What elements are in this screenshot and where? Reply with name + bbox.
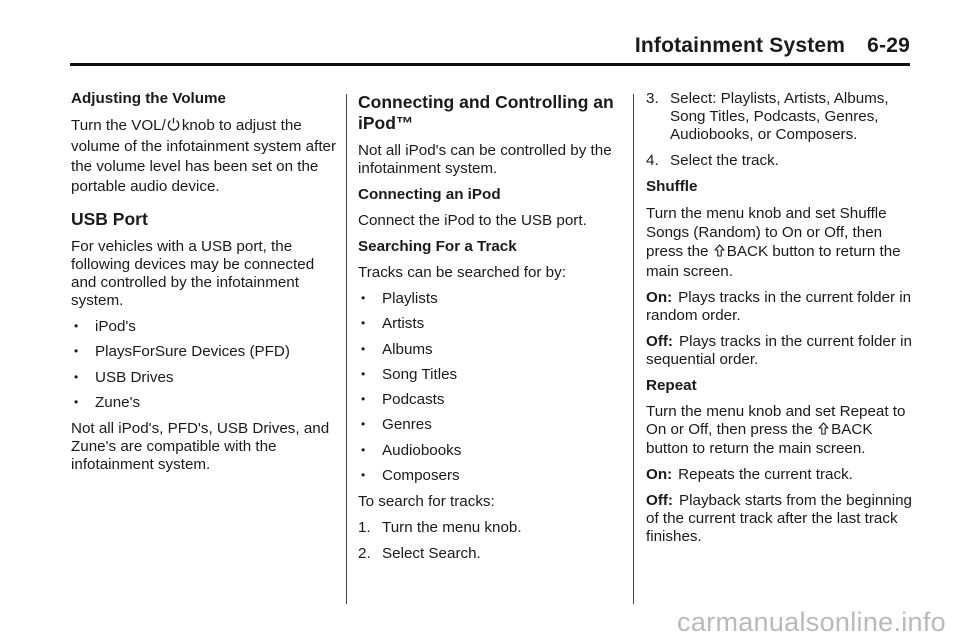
ipod-section-heading: Connecting and Controlling an iPod™ bbox=[358, 92, 614, 133]
page-number: 6-29 bbox=[867, 34, 910, 57]
shuffle-on-definition: On: Plays tracks in the current folder in random order. bbox=[646, 289, 912, 324]
list-item: • Albums bbox=[361, 340, 433, 358]
header-rule bbox=[70, 63, 910, 66]
search-steps-continued bbox=[646, 90, 912, 170]
list-item: • Playlists bbox=[361, 290, 438, 307]
column-2 bbox=[358, 90, 624, 571]
list-item: • Composers bbox=[361, 467, 460, 485]
list-item: 1. Turn the menu knob. bbox=[358, 519, 522, 537]
list-item: • Zune's bbox=[74, 393, 141, 411]
repeat-on-definition: On: Repeats the current track. bbox=[646, 466, 853, 483]
compatibility-note: Not all iPod's, PFD's, USB Drives, and Zune's are compatible with the infotainment system. bbox=[71, 419, 330, 473]
device-list bbox=[71, 318, 337, 412]
ipod-intro-text: Not all iPod's can be controlled by the infotainment system. bbox=[358, 142, 612, 177]
list-item: • PlaysForSure Devices (PFD) bbox=[74, 343, 290, 361]
list-item: • Artists bbox=[361, 315, 425, 333]
list-item: 4. Select the track. bbox=[646, 152, 779, 169]
shuffle-heading: Shuffle bbox=[646, 178, 698, 195]
column-1 bbox=[71, 90, 337, 482]
list-item: • Podcasts bbox=[361, 391, 445, 409]
repeat-text: Turn the menu knob and set Repeat to On or Off, then press the BACK button to return the main screen. bbox=[646, 403, 906, 457]
list-item: • Audiobooks bbox=[361, 441, 462, 459]
list-item: 2. Select Search. bbox=[358, 545, 481, 563]
page-header bbox=[70, 34, 910, 58]
connecting-heading: Connecting an iPod bbox=[358, 186, 501, 203]
list-item: 3. Select: Playlists, Artists, Albums, Song Titles, Podcasts, Genres, Audiobooks, or Composers. bbox=[646, 90, 889, 143]
section-title: Infotainment System bbox=[634, 34, 846, 57]
usb-intro-text: For vehicles with a USB port, the following devices may be connected and controlled by the infotainment system. bbox=[71, 238, 315, 309]
column-divider-1 bbox=[346, 94, 347, 604]
column-3 bbox=[646, 90, 912, 554]
shuffle-off-definition: Off: Plays tracks in the current folder in sequential order. bbox=[646, 333, 912, 368]
adjust-volume-text: Turn the VOL/ knob to adjust the volume of the infotainment system after the volume level has been set on the portable audio device. bbox=[71, 117, 337, 195]
list-item: • iPod's bbox=[74, 318, 136, 335]
power-knob-icon bbox=[167, 117, 180, 137]
search-steps-list bbox=[358, 519, 624, 563]
usb-port-heading: USB Port bbox=[71, 209, 148, 229]
site-watermark: carmanualsonline.info bbox=[677, 607, 946, 637]
searching-heading: Searching For a Track bbox=[358, 238, 517, 255]
repeat-off-definition: Off: Playback starts from the beginning of the current track after the last track finishes. bbox=[646, 492, 912, 545]
shuffle-text: Turn the menu knob and set Shuffle Songs (Random) to On or Off, then press the BACK button to return the main screen. bbox=[646, 205, 901, 280]
back-arrow-icon bbox=[714, 243, 725, 262]
repeat-heading: Repeat bbox=[646, 377, 697, 394]
searching-intro: Tracks can be searched for by: bbox=[358, 264, 566, 281]
list-item: • USB Drives bbox=[74, 368, 174, 386]
list-item: • Song Titles bbox=[361, 365, 458, 383]
back-arrow-icon bbox=[818, 422, 829, 440]
search-category-list bbox=[358, 290, 624, 485]
adjust-volume-heading: Adjusting the Volume bbox=[71, 90, 226, 107]
to-search-text: To search for tracks: bbox=[358, 493, 495, 511]
column-divider-2 bbox=[633, 94, 634, 604]
connecting-text: Connect the iPod to the USB port. bbox=[358, 212, 587, 229]
list-item: • Genres bbox=[361, 416, 432, 434]
